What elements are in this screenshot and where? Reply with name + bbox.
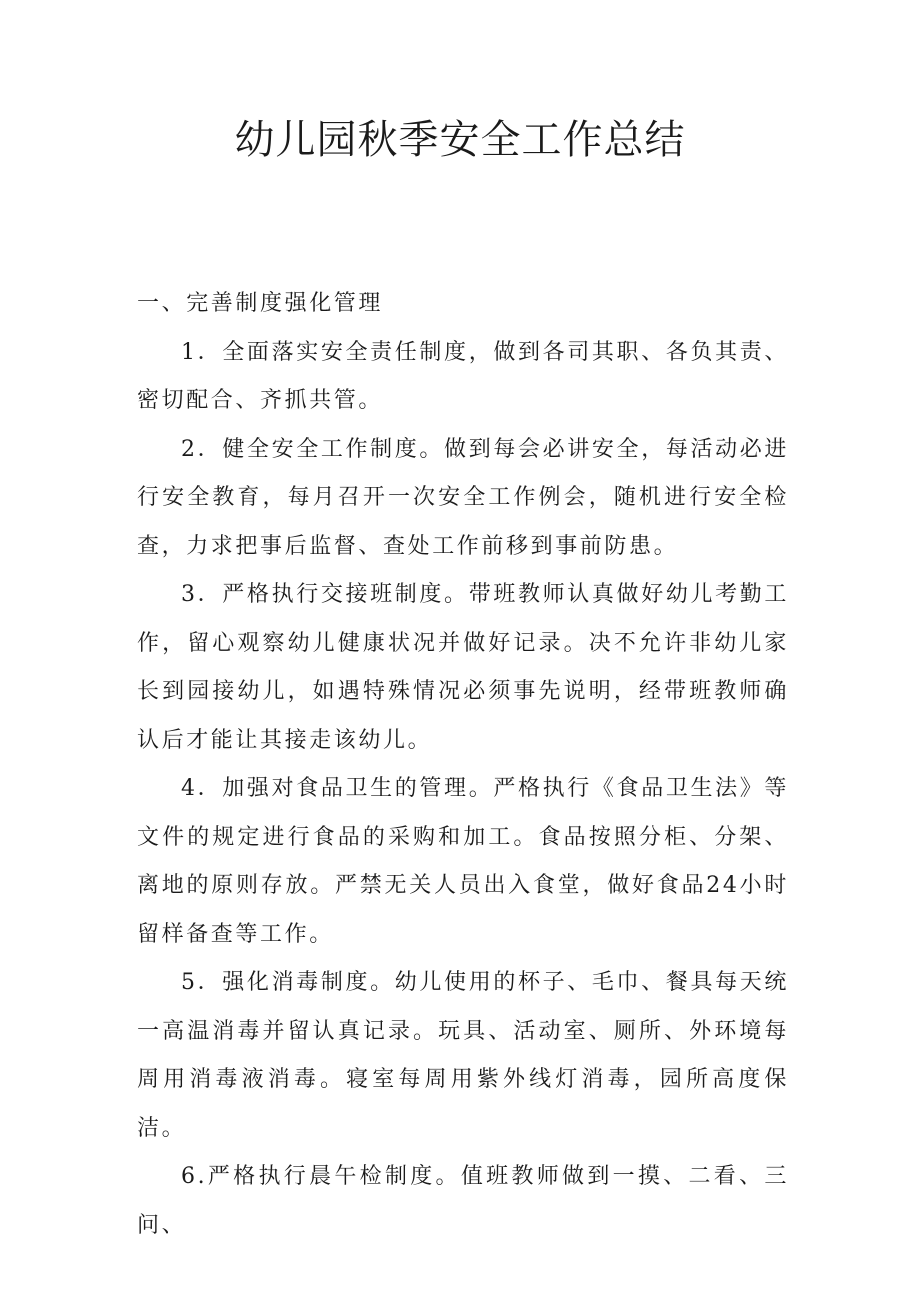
paragraph-item-4: 4．加强对食品卫生的管理。严格执行《食品卫生法》等文件的规定进行食品的采购和加工。食品按照分柜、分架、离地的原则存放。严禁无关人员出入食堂，做好食品24小时留样备查等工作。 (137, 776, 789, 947)
paragraph-item-3: 3．严格执行交接班制度。带班教师认真做好幼儿考勤工作，留心观察幼儿健康状况并做好记录。决不允许非幼儿家长到园接幼儿，如遇特殊情况必须事先说明，经带班教师确认后才能让其接走该幼儿。 (137, 582, 789, 753)
document-title: 幼儿园秋季安全工作总结 (234, 117, 686, 163)
section-heading: 一、完善制度强化管理 (137, 291, 384, 316)
paragraph-item-6: 6.严格执行晨午检制度。值班教师做到一摸、二看、三问、 (137, 1164, 789, 1238)
paragraph-item-2: 2．健全安全工作制度。做到每会必讲安全，每活动必进行安全教育，每月召开一次安全工作例会，随机进行安全检查，力求把事后监督、查处工作前移到事前防患。 (137, 436, 789, 559)
paragraph-item-5: 5．强化消毒制度。幼儿使用的杯子、毛巾、餐具每天统一高温消毒并留认真记录。玩具、活动室、厕所、外环境每周用消毒液消毒。寝室每周用紫外线灯消毒，园所高度保洁。 (137, 970, 789, 1141)
document-body (137, 280, 789, 1250)
paragraph-item-1: 1．全面落实安全责任制度，做到各司其职、各负其责、密切配合、齐抓共管。 (137, 339, 789, 413)
